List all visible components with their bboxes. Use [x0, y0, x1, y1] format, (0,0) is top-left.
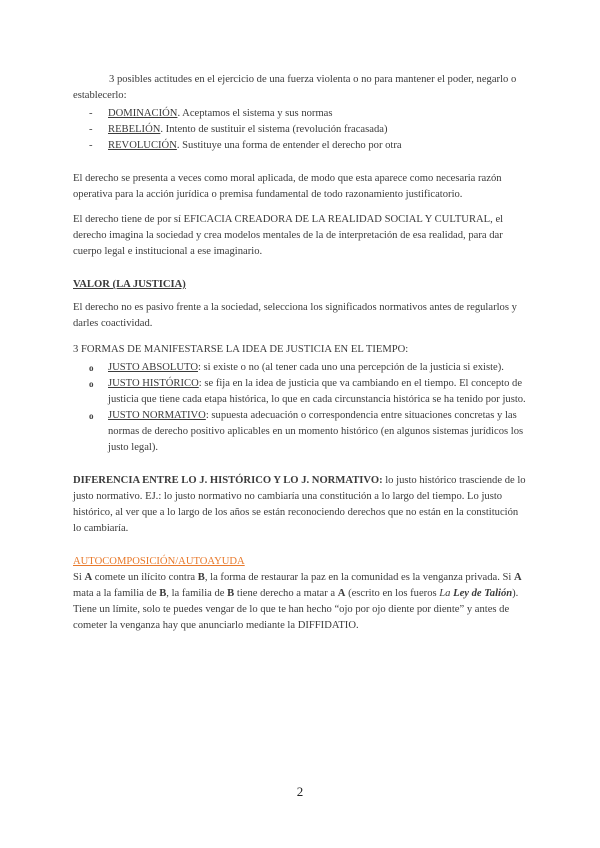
page-number: 2: [296, 784, 304, 799]
bullet-marker: o: [89, 411, 94, 421]
paragraph-valor: El derecho no es pasivo frente a la sociedad, selecciona los significados normativos antes de regularlos y darles coactividad.: [73, 302, 517, 329]
document-page: [73, 72, 527, 634]
list-item: o JUSTO ABSOLUTO: si existe o no (al tener cada uno una percepción de la justicia si existe).: [73, 360, 527, 376]
dash-marker: -: [89, 108, 93, 119]
list-item: o JUSTO NORMATIVO: supuesta adecuación o correspondencia entre situaciones concretas y las normas de derecho positivo aplicables en un momento histórico (en algunos sistemas jurídicos los justo legal).: [89, 410, 524, 453]
dash-marker: -: [89, 124, 93, 135]
attitudes-list: [73, 106, 527, 154]
bullet-marker: o: [89, 379, 94, 389]
list-item: - REVOLUCIÓN. Sustituye una forma de entender el derecho por otra: [73, 138, 527, 154]
list-item: o JUSTO HISTÓRICO: se fija en la idea de justicia que va cambiando en el tiempo. El concepto de justicia que tiene cada etapa histórica, lo que en cada circunstancia histórica se ha tenido por justo.: [89, 378, 526, 405]
section-heading-valor: VALOR (LA JUSTICIA): [73, 279, 186, 290]
list-item: - DOMINACIÓN. Aceptamos el sistema y sus normas: [73, 106, 527, 122]
paragraph-diferencia: DIFERENCIA ENTRE LO J. HISTÓRICO Y LO J. NORMATIVO: lo justo histórico trasciende de lo justo normativo. EJ.: lo justo normativo no cambiaría una constitución a lo largo del tiempo. Lo justo histórico, al ver que a lo largo de los años se están reconociendo derechos que no están en la constitución lo cambiaría.: [73, 475, 526, 534]
justice-forms-list: [73, 360, 527, 456]
dash-marker: -: [89, 140, 93, 151]
list-item: - REBELIÓN. Intento de sustituir el sistema (revolución fracasada): [73, 122, 527, 138]
section-heading-autocomposicion: AUTOCOMPOSICIÓN/AUTOAYUDA: [73, 556, 245, 567]
bullet-marker: o: [89, 363, 94, 373]
paragraph-autocomposicion: Si A comete un ilícito contra B, la forma de restaurar la paz en la comunidad es la venganza privada. Si A mata a la familia de B, la familia de B tiene derecho a matar a A (escrito en los fueros La Ley de Talión). Tiene un límite, solo te puedes vengar de lo que te han hecho “ojo por ojo diente por diente” y antes de cometer la venganza hay que anunciarlo mediante la DIFFIDATIO.: [73, 572, 522, 631]
paragraph-moral: El derecho se presenta a veces como moral aplicada, de modo que esta aparece como necesaria razón operativa para la acción jurídica o premisa fundamental de todo razonamiento justificatorio.: [73, 173, 502, 200]
intro-text: 3 posibles actitudes en el ejercicio de una fuerza violenta o no para mantener el poder, negarlo o establecerlo:: [73, 74, 517, 101]
formas-title: 3 FORMAS DE MANIFESTARSE LA IDEA DE JUSTICIA EN EL TIEMPO:: [73, 344, 409, 355]
paragraph-eficacia: El derecho tiene de por sí EFICACIA CREADORA DE LA REALIDAD SOCIAL Y CULTURAL, el derecho imagina la sociedad y crea modelos mentales de la de interpretación de esa realidad, para dar cuerpo legal e institucional a ese imaginario.: [73, 214, 504, 257]
